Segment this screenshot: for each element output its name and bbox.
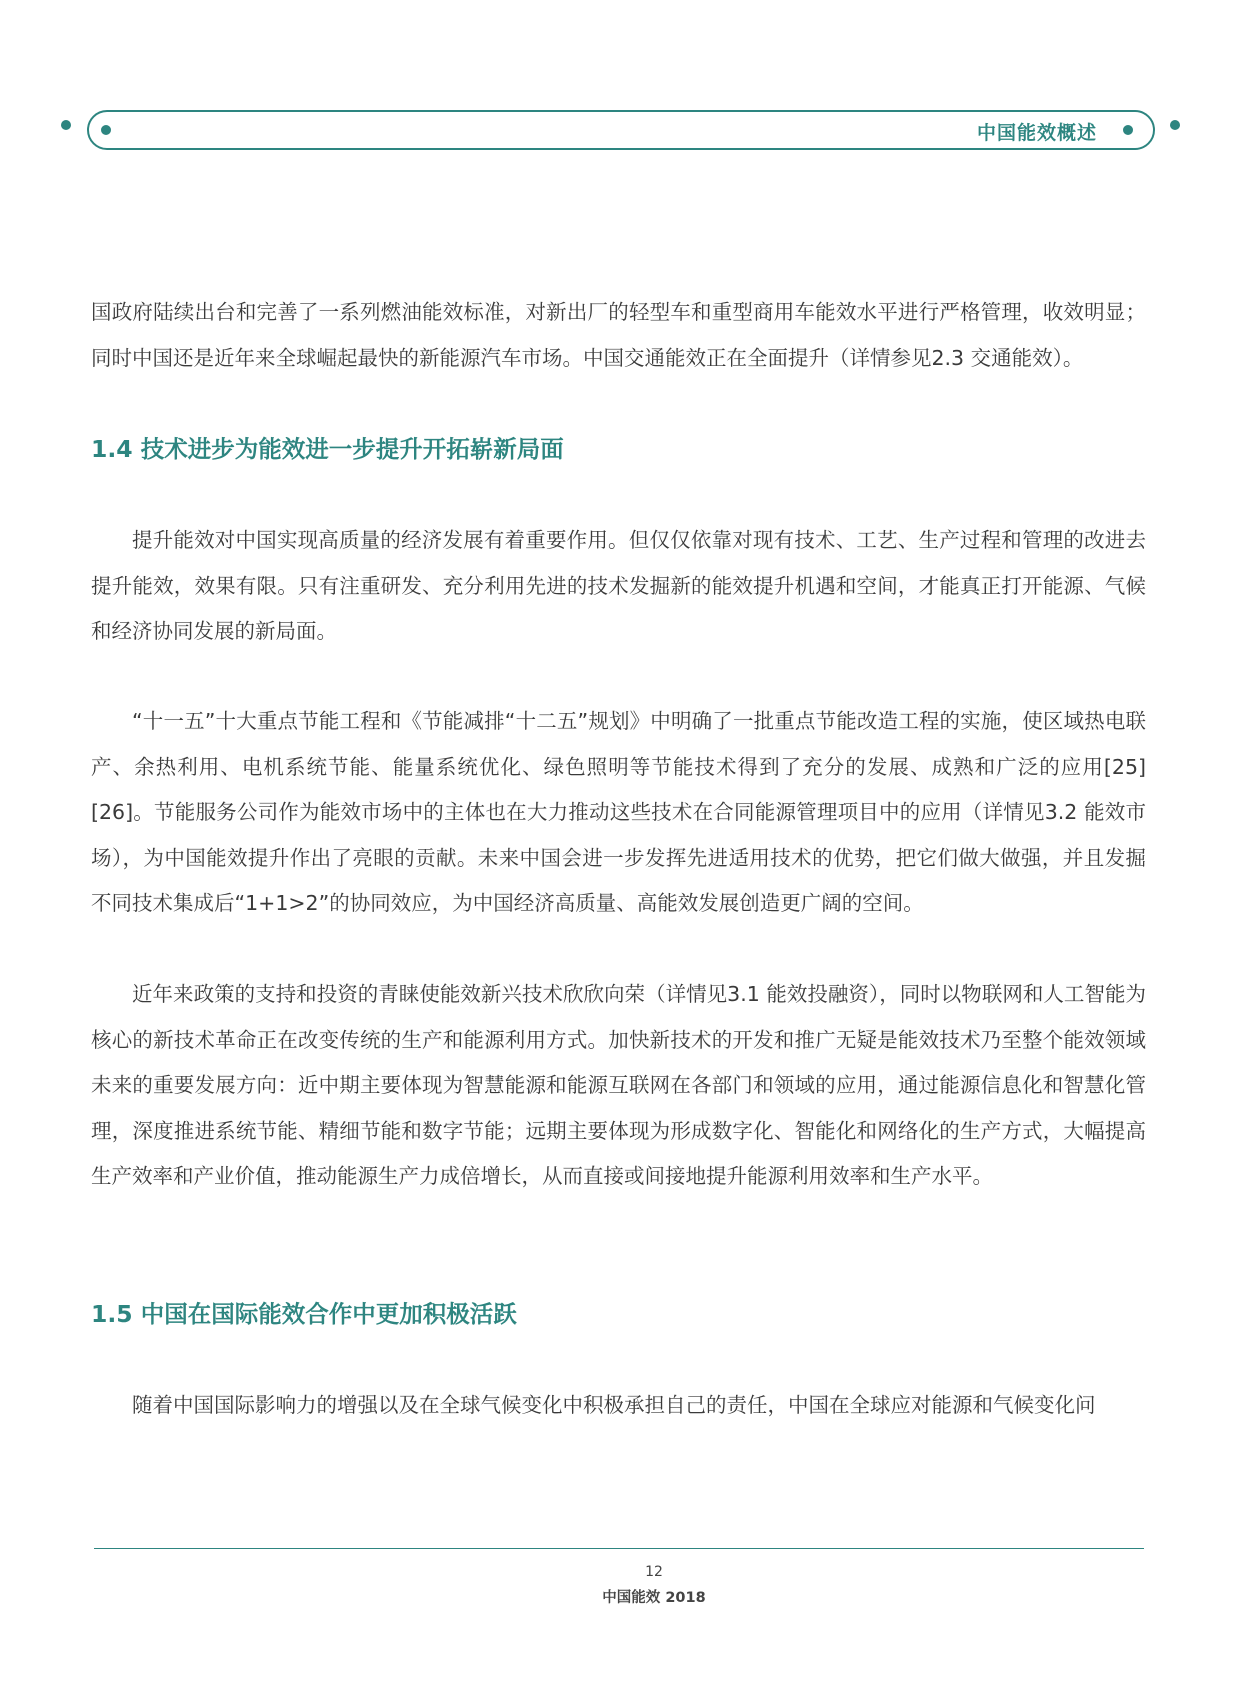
section-1-4-paragraph-b: “十一五”十大重点节能工程和《节能减排“十二五”规划》中明确了一批重点节能改造工程的实施，使区域热电联产、余热利用、电机系统节能、能量系统优化、绿色照明等节能技术得到了充分的发展、成熟和广泛的应用[25][26]。节能服务公司作为能效市场中的主体也在大力推动这些技术在合同能源管理项目中的应用（详情见3.2 能效市场），为中国能效提升作出了亮眼的贡献。未来中国会进一步发挥先进适用技术的优势，把它们做大做强，并且发掘不同技术集成后“1+1>2”的协同效应，为中国经济高质量、高能效发展创造更广阔的空间。	[91, 709, 1146, 915]
footer-divider	[94, 1548, 1144, 1549]
header-capsule	[87, 110, 1155, 150]
section-title: 中国能效概述	[976, 122, 1097, 144]
header-left-dot	[61, 120, 71, 130]
section-1-4-paragraph-c-block	[91, 972, 1146, 1200]
heading-1-4: 1.4 技术进步为能效进一步提升开拓崭新局面	[91, 435, 564, 463]
section-1-4-paragraph-a: 提升能效对中国实现高质量的经济发展有着重要作用。但仅仅依靠对现有技术、工艺、生产过程和管理的改进去提升能效，效果有限。只有注重研发、充分利用先进的技术发掘新的能效提升机遇和空间，才能真正打开能源、气候和经济协同发展的新局面。	[91, 528, 1146, 643]
header-right-dot	[1170, 120, 1180, 130]
section-1-4-paragraph-b-block	[91, 699, 1146, 927]
section-1-4-paragraph-a-block	[91, 518, 1146, 655]
section-1-5-paragraph-a: 随着中国国际影响力的增强以及在全球气候变化中积极承担自己的责任，中国在全球应对能源和气候变化问	[132, 1393, 1096, 1417]
capsule-right-dot	[1123, 125, 1133, 135]
page-number: 12	[645, 1564, 663, 1580]
section-1-5-paragraph-a-block	[91, 1383, 1146, 1429]
heading-1-5: 1.5 中国在国际能效合作中更加积极活跃	[91, 1300, 517, 1328]
intro-paragraph: 国政府陆续出台和完善了一系列燃油能效标准，对新出厂的轻型车和重型商用车能效水平进行严格管理，收效明显；同时中国还是近年来全球崛起最快的新能源汽车市场。中国交通能效正在全面提升（详情参见2.3 交通能效）。	[91, 300, 1146, 370]
capsule-left-dot	[101, 125, 111, 135]
intro-paragraph-block	[91, 290, 1146, 381]
footer-publication: 中国能效 2018	[602, 1590, 706, 1606]
section-1-4-paragraph-c: 近年来政策的支持和投资的青睐使能效新兴技术欣欣向荣（详情见3.1 能效投融资），同时以物联网和人工智能为核心的新技术革命正在改变传统的生产和能源利用方式。加快新技术的开发和推广无疑是能效技术乃至整个能效领域未来的重要发展方向：近中期主要体现为智慧能源和能源互联网在各部门和领域的应用，通过能源信息化和智慧化管理，深度推进系统节能、精细节能和数字节能；远期主要体现为形成数字化、智能化和网络化的生产方式，大幅提高生产效率和产业价值，推动能源生产力成倍增长，从而直接或间接地提升能源利用效率和生产水平。	[91, 982, 1146, 1188]
